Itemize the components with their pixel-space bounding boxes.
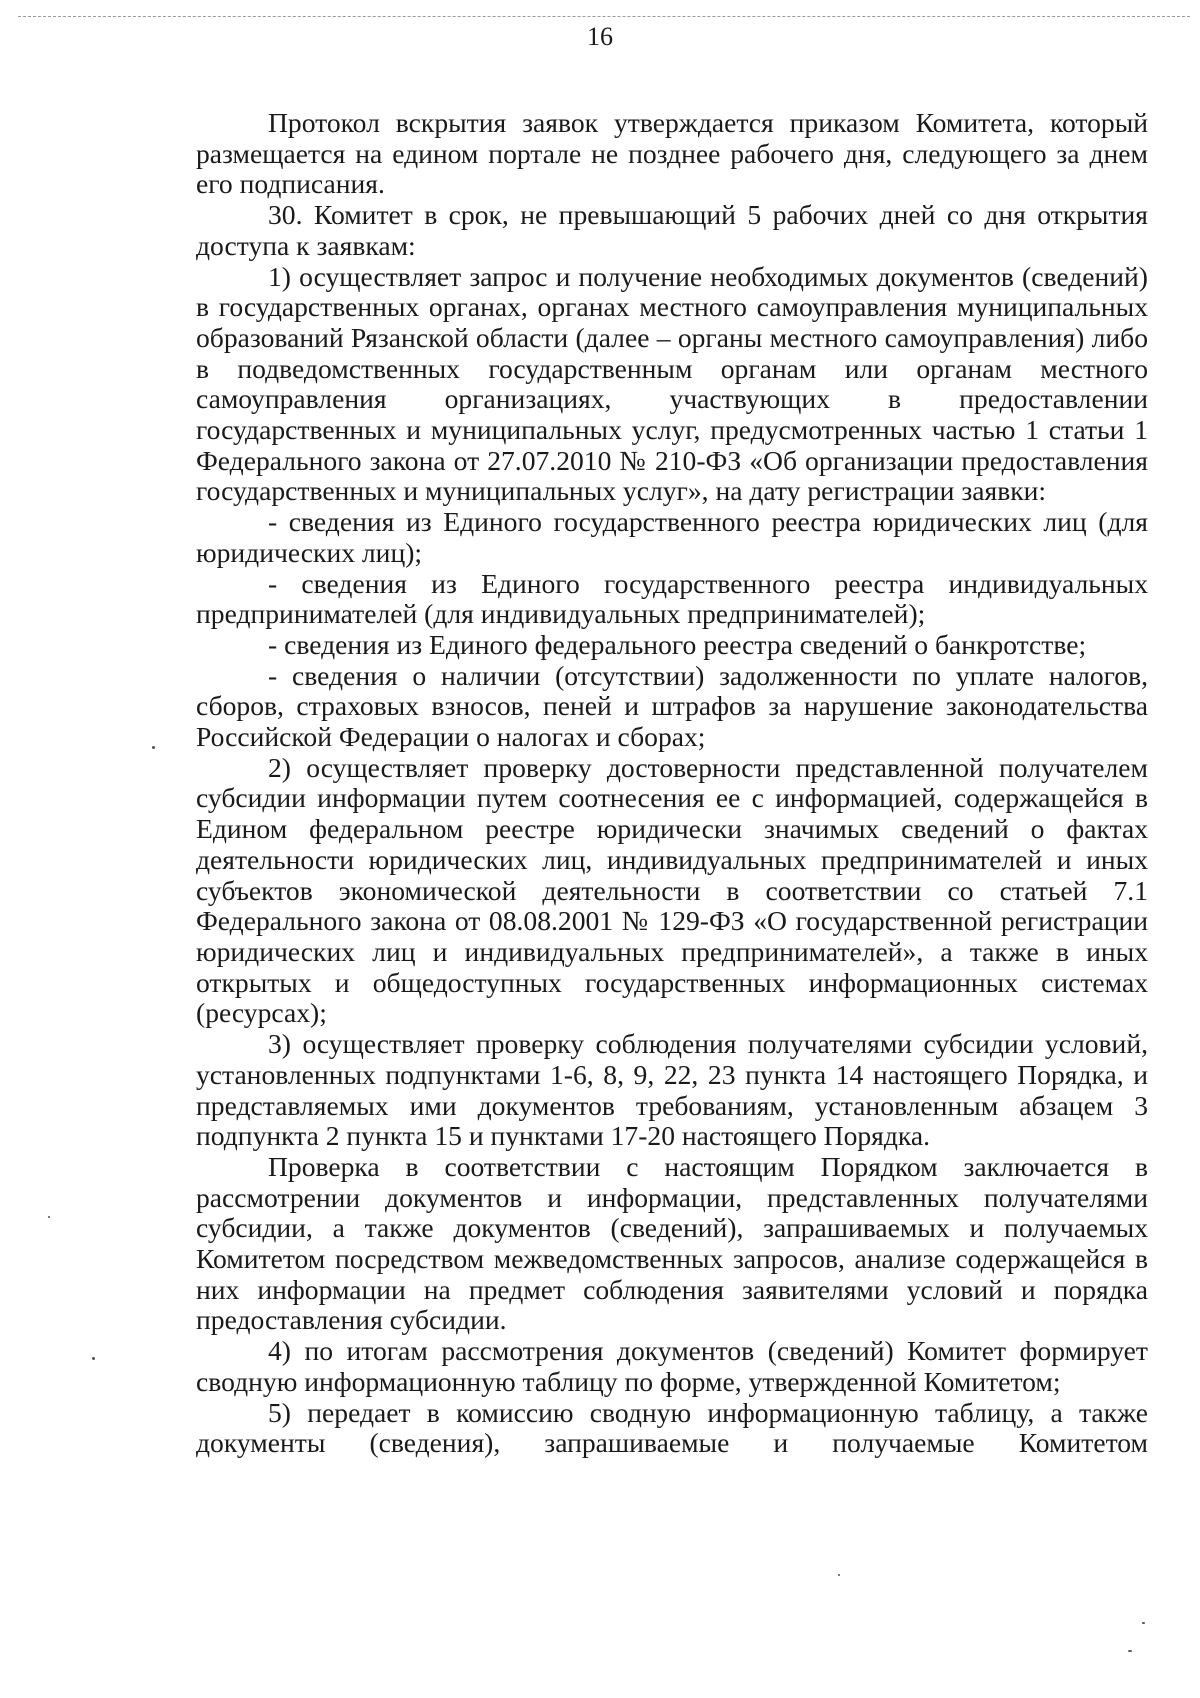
subitem-5: 5) передает в комиссию сводную информационную таблицу, а также документы (сведения), запрашиваемые и получаемые Комитетом [196,1396,1148,1459]
subitem-4: 4) по итогам рассмотрения документов (сведений) Комитет формирует сводную информационную таблицу по форме, утвержденной Комитетом; [196,1335,1148,1397]
paragraph-protocol: Протокол вскрытия заявок утверждается приказом Комитета, который размещается на едином портале не позднее рабочего дня, следующего за днем его подписания. [196,107,1148,200]
scan-speck [92,1357,95,1360]
bullet-egrul: - сведения из Единого государственного реестра юридических лиц (для юридических лиц); [196,506,1148,568]
bullet-tax-debt: - сведения о наличии (отсутствии) задолженности по уплате налогов, сборов, страховых взносов, пеней и штрафов за нарушение законодательства Российской Федерации о налогах и сборах; [196,659,1148,753]
bullet-egrip: - сведения из Единого государственного реестра индивидуальных предпринимателей (для индивидуальных предпринимателей); [196,567,1148,630]
scan-speck [838,1574,840,1576]
scan-speck [1128,1650,1132,1652]
scan-speck [152,746,155,749]
paragraph-verification: Проверка в соответствии с настоящим Порядком заключается в рассмотрении документов и информации, представленных получателями субсидии, а также документов (сведений), запрашиваемых и получаемых Комитетом посредством межведомственных запросов, анализе содержащейся в них информации на предмет соблюдения заявителями условий и порядка предоставления субсидии. [196,1150,1148,1336]
scan-speck [1142,1622,1145,1624]
subitem-1: 1) осуществляет запрос и получение необходимых документов (сведений) в государственных органах, органах местного самоуправления муниципальных образований Рязанской области (далее – органы местного самоуправления) либо в подведомственных государственным органам или органам местного самоуправления организациях, участвующих в предоставлении государственных и муниципальных услуг, предусмотренных частью 1 статьи 1 Федерального закона от 27.07.2010 № 210-ФЗ «Об организации предоставления государственных и муниципальных услуг», на дату регистрации заявки: [196,260,1148,507]
subitem-3: 3) осуществляет проверку соблюдения получателями субсидии условий, установленных подпунктами 1-6, 8, 9, 22, 23 пункта 14 настоящего Порядка, и представляемых ими документов требованиям, установленным абзацем 3 подпункта 2 пункта 15 и пунктами 17-20 настоящего Порядка. [196,1028,1148,1152]
paragraph-item-30: 30. Комитет в срок, не превышающий 5 рабочих дней со дня открытия доступа к заявкам: [196,199,1148,261]
subitem-2: 2) осуществляет проверку достоверности представленной получателем субсидии информации путем соотнесения ее с информацией, содержащейся в Едином федеральном реестре юридически значимых сведений о фактах деятельности юридических лиц, индивидуальных предпринимателей и иных субъектов экономической деятельности в соответствии со статьей 7.1 Федерального закона от 08.08.2001 № 129-ФЗ «О государственной регистрации юридических лиц и индивидуальных предпринимателей», а также в иных открытых и общедоступных государственных информационных системах (ресурсах); [196,751,1148,1029]
document-body [196,108,1148,1459]
scan-edge-line [18,16,1190,17]
page-number: 16 [587,22,613,51]
bullet-bankruptcy-registry: - сведения из Единого федерального реестра сведений о банкротстве; [268,628,1087,660]
scan-speck [48,1216,50,1218]
